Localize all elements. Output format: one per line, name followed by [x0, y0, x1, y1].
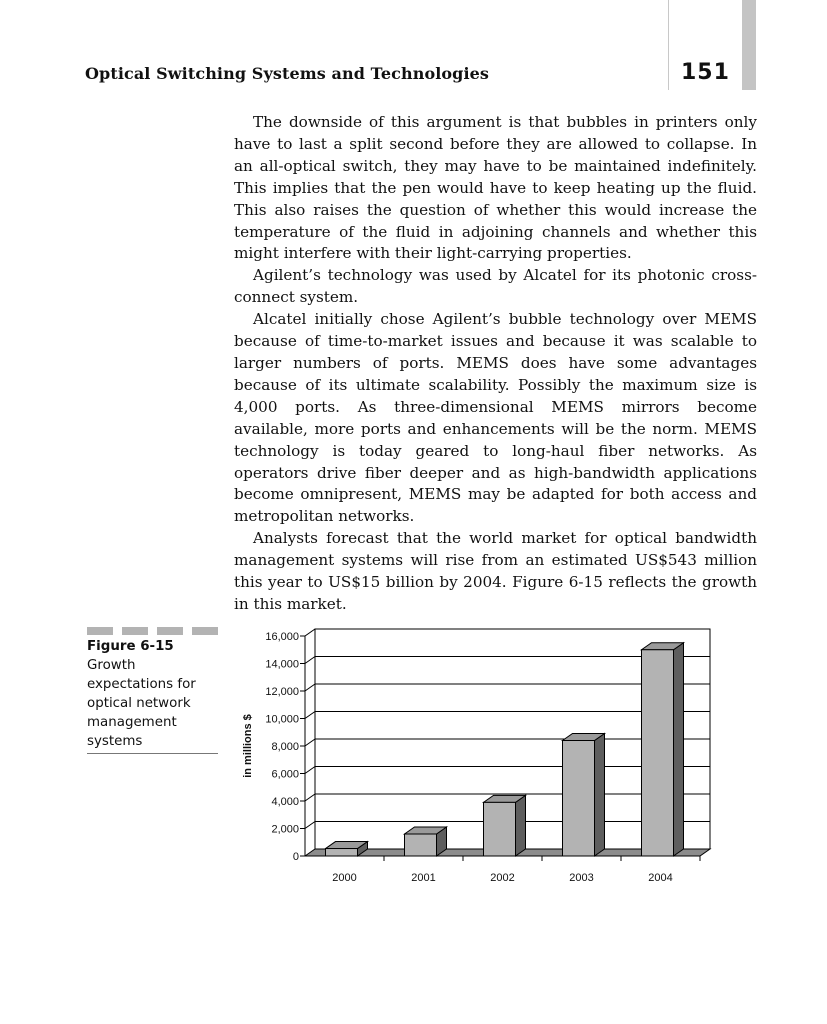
y-tick-label: 10,000 [265, 713, 299, 726]
gridline-side [305, 684, 315, 691]
caption-rule [87, 627, 218, 635]
y-tick-label: 12,000 [265, 686, 299, 698]
bar-side [516, 795, 526, 856]
body-text [234, 112, 757, 616]
gridline-side [305, 767, 315, 774]
y-tick-label: 14,000 [265, 658, 299, 671]
figure-caption-text: Growth expectations for optical network management systems [87, 658, 196, 749]
gridline-side [305, 794, 315, 801]
bar [326, 849, 358, 856]
x-tick-label: 2004 [648, 872, 673, 884]
figure-label: Figure 6-15 [87, 639, 174, 654]
x-tick-label: 2003 [569, 872, 594, 884]
bar-side [674, 643, 684, 856]
x-tick-label: 2001 [411, 872, 436, 884]
y-tick-label: 6,000 [271, 768, 299, 781]
y-tick-label: 16,000 [265, 631, 299, 643]
bar [484, 802, 516, 856]
x-tick-label: 2000 [332, 872, 357, 884]
page-edge-bar [742, 0, 756, 90]
gridline-side [305, 657, 315, 664]
gridline-side [305, 739, 315, 746]
bar-side [595, 734, 605, 857]
y-tick-label: 4,000 [271, 796, 299, 808]
bar-chart [236, 622, 716, 892]
y-axis-label: in millions $ [242, 714, 254, 778]
figure-caption [87, 637, 218, 754]
gridline-side [305, 712, 315, 719]
bar [405, 834, 437, 856]
caption-rule-segment [87, 627, 113, 635]
y-tick-label: 2,000 [271, 823, 299, 836]
caption-rule-segment [157, 627, 183, 635]
running-head: Optical Switching Systems and Technologies [85, 64, 490, 83]
y-tick-label: 8,000 [271, 741, 299, 753]
y-tick-label: 0 [292, 851, 299, 863]
paragraph: The downside of this argument is that bubbles in printers only have to last a split second before they are allowed to collapse. In an all-optical switch, they may have to be maintained indefinitely. This implies that the pen would have to keep heating up the fluid. This also raises the question of whether this would increase the temperature of the fluid in adjoining channels and whether this might interfere with their light-carrying properties. [234, 113, 757, 263]
bar [563, 741, 595, 857]
gridline-side [305, 629, 315, 636]
x-tick-label: 2002 [490, 872, 515, 884]
caption-rule-segment [122, 627, 148, 635]
page-number: 151 [681, 60, 730, 85]
caption-rule-segment [192, 627, 218, 635]
paragraph: Agilent’s technology was used by Alcatel for its photonic cross-connect system. [234, 266, 757, 307]
paragraph: Alcatel initially chose Agilent’s bubble technology over MEMS because of time-to-market issues and because it was scalable to larger numbers of ports. MEMS does have some advantages because of its ultimate scalability. Possibly the maximum size is 4,000 ports. As three-dimensional MEMS mirrors become available, more ports and enhancements will be the norm. MEMS technology is today geared to long-haul fiber networks. As operators drive fiber deeper and as high-bandwidth applications become omnipresent, MEMS may be adapted for both access and metropolitan networks. [234, 310, 757, 526]
bar [642, 650, 674, 856]
paragraph: Analysts forecast that the world market for optical bandwidth management systems will rise from an estimated US$543 million this year to US$15 billion by 2004. Figure 6-15 reflects the growth in this market. [234, 529, 757, 613]
gridline-side [305, 822, 315, 829]
